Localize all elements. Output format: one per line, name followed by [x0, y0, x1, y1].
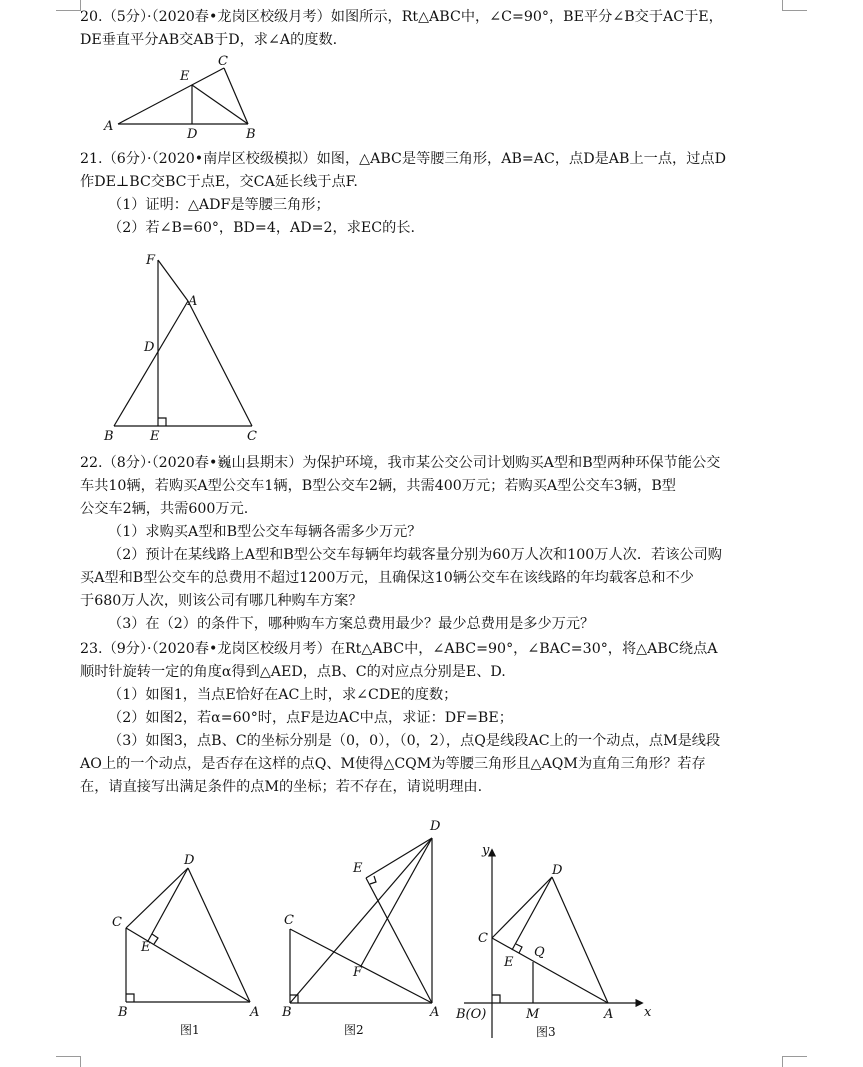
figure-caption: 图2 [344, 1023, 364, 1037]
point-label-D: D [187, 127, 198, 142]
point-label-B: B [246, 127, 256, 142]
point-label-M: M [526, 1007, 540, 1022]
point-label-B: B [104, 429, 114, 444]
point-label-D: D [144, 340, 155, 355]
point-label-F: F [353, 965, 363, 980]
problem-part: （3）在（2）的条件下，哪种购车方案总费用最少？最少总费用是多少万元？ [108, 616, 595, 632]
point-label-F: F [146, 253, 156, 268]
problem-21 [80, 148, 804, 240]
problem-part: （1）求购买A型和B型公交车每辆各需多少万元？ [108, 524, 422, 540]
point-label-A: A [430, 1005, 440, 1020]
figure-caption: 图3 [536, 1025, 556, 1039]
figure-3 [454, 840, 664, 1046]
point-label-C: C [112, 915, 122, 930]
point-label-C: C [478, 931, 488, 946]
figure-2 [278, 816, 448, 1046]
problem-part-continued: 于680万人次，则该公司有哪几种购车方案？ [80, 593, 363, 609]
point-label-C: C [218, 54, 228, 69]
point-label-C: C [247, 429, 257, 444]
problem-part: （1）证明：△ADF是等腰三角形； [108, 197, 330, 213]
problem-line: 21.（6分）·（2020•南岸区校级模拟）如图，△ABC是等腰三角形，AB=AC，点D是AB上一点，过点D [80, 151, 726, 167]
problem-line: 公交车2辆，共需600万元. [80, 501, 249, 517]
page-corner-mark [56, 1056, 81, 1067]
problem-20 [80, 6, 804, 52]
point-label-B: B [118, 1005, 128, 1020]
axis-label-x: x [644, 1005, 652, 1020]
point-label-E: E [180, 69, 190, 84]
point-label-C: C [284, 913, 294, 928]
point-label-B-origin: B(O) [456, 1007, 487, 1022]
problem-line: 车共10辆，若购买A型公交车1辆，B型公交车2辆，共需400万元；若购买A型公交车3辆，B型 [80, 478, 676, 494]
problem-22 [80, 452, 804, 636]
point-label-E: E [353, 861, 363, 876]
problem-part-continued: 买A型和B型公交车的总费用不超过1200万元，且确保这10辆公交车在该线路的年均载客总和不少 [80, 570, 694, 586]
problem-line: 22.（8分）·（2020春•巍山县期末）为保护环境，我市某公交公司计划购买A型和B型两种环保节能公交 [80, 455, 721, 471]
point-label-A: A [188, 294, 198, 309]
point-label-A: A [250, 1005, 260, 1020]
point-label-E: E [141, 940, 151, 955]
point-label-D: D [184, 853, 195, 868]
figure-caption: 图1 [180, 1023, 200, 1037]
problem-part: （3）如图3，点B、C的坐标分别是（0，0），（0，2），点Q是线段AC上的一个动点，点M是线段 [108, 733, 721, 749]
page-corner-mark [782, 1056, 807, 1067]
problem-part: （2）如图2，若α=60°时，点F是边AC中点，求证：DF=BE； [108, 710, 513, 726]
problem-line: 顺时针旋转一定的角度α得到△AED，点B、C的对应点分别是E、D. [80, 664, 506, 680]
point-label-D: D [552, 863, 563, 878]
point-label-E: E [150, 429, 160, 444]
problem-line: DE垂直平分AB交AB于D，求∠A的度数. [80, 32, 338, 48]
problem-part-continued: AO上的一个动点，是否存在这样的点Q、M使得△CQM为等腰三角形且△AQM为直角三角形？若存 [80, 756, 706, 772]
problem-part: （2）预计在某线路上A型和B型公交车每辆年均载客量分别为60万人次和100万人次．若该公司购 [108, 547, 722, 563]
point-label-A: A [604, 1007, 614, 1022]
figure-20 [100, 52, 270, 142]
axis-label-y: y [482, 843, 490, 858]
problem-line: 20.（5分）·（2020春•龙岗区校级月考）如图所示，Rt△ABC中，∠C=90°，BE平分∠B交于AC于E， [80, 9, 723, 25]
point-label-A: A [104, 119, 114, 134]
problem-line: 作DE⊥BC交BC于点E，交CA延长线于点F. [80, 174, 358, 190]
point-label-E: E [504, 955, 514, 970]
problem-part: （2）若∠B=60°，BD=4，AD=2，求EC的长. [108, 220, 416, 236]
point-label-Q: Q [534, 945, 545, 960]
problem-23 [80, 638, 804, 799]
page-corner-mark [56, 0, 81, 11]
problem-part: （1）如图1，当点E恰好在AC上时，求∠CDE的度数； [108, 687, 458, 703]
figure-21 [100, 248, 270, 444]
problem-line: 23.（9分）·（2020春•龙岗区校级月考）在Rt△ABC中，∠ABC=90°，∠BAC=30°，将△ABC绕点A [80, 641, 718, 657]
problem-part-continued: 在，请直接写出满足条件的点M的坐标；若不存在，请说明理由. [80, 779, 483, 795]
figure-1 [104, 850, 274, 1045]
point-label-D: D [430, 819, 441, 834]
point-label-B: B [282, 1005, 292, 1020]
